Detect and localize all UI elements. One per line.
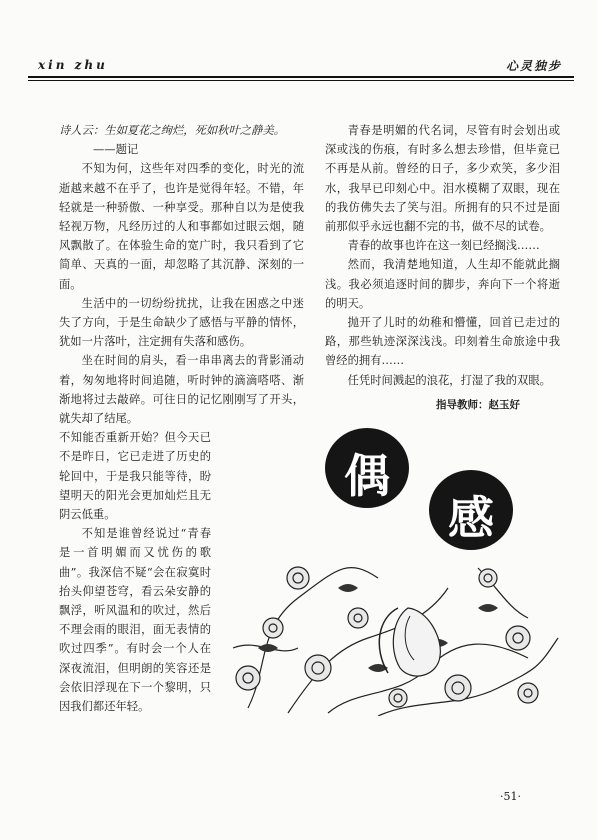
rose-illustration	[228, 548, 560, 716]
paragraph: 生活中的一切纷纷扰扰，让我在困惑之中迷失了方向，于是生命缺少了感悟与平静的情怀，犹如一片落叶，注定拥有失落和感伤。	[59, 296, 304, 349]
title-badge	[429, 470, 513, 550]
title-char: 偶	[344, 449, 390, 503]
header-rule-thin	[28, 80, 574, 81]
paragraph: 坐在时间的肩头，看一串串离去的背影涌动着，匆匆地将时间追随，听时钟的滴滴嗒嗒、渐渐地将过去敲碎。可往日的记忆刚刚写了开头，就失却了结尾。	[59, 354, 304, 426]
paragraph: 然而，我清楚地知道，人生却不能就此搁浅。我必须追逐时间的脚步，奔向下一个将逝的明天。	[325, 258, 560, 310]
paragraph-narrow: 不知是谁曾经说过“青春是一首明媚而又忧伤的歌曲”。我深信不疑“会在寂寞时抬头仰望苍穹，看云朵安静的飘浮，听风温和的吹过，然后不理会雨的眼泪，面无表情的吹过四季”。有时会一个人在深夜流泪，但明朗的笑容还是会依旧浮现在下一个黎明，只因我们都还年轻。	[59, 527, 211, 714]
header-column-name: 心灵独步	[505, 59, 562, 73]
header-left-text: xin zhu	[38, 58, 108, 72]
paragraph-narrow: 不知能否重新开始？但今天已不是昨日，它已走进了历史的轮回中，于是我只能等待，盼望明天的阳光会更加灿烂且无阴云低重。	[59, 431, 211, 522]
paragraph: 抛开了儿时的幼稚和懵懂，回首已走过的路，那些轨迹深深浅浅。印刻着生命旅途中我曾经的拥有……	[325, 316, 560, 368]
paragraph: 青春的故事也许在这一刻已经搁浅……	[347, 239, 540, 253]
teacher-credit: 指导教师：赵玉好	[436, 399, 520, 411]
right-column	[325, 121, 560, 390]
epigraph-source: ——题记	[93, 143, 139, 157]
paragraph: 不知为何，这些年对四季的变化，时光的流逝越来越不在乎了，也许是觉得年轻。不错，年轻就是一种骄傲、一种享受。那种自以为是使我轻视万物，凡经历过的人和事都如过眼云烟，随风飘散了。在体验生命的宽广时，我只看到了它简单、天真的一面，却忽略了其沉静、深刻的一面。	[59, 162, 304, 291]
title-badge	[325, 428, 409, 508]
title-char: 感	[448, 491, 494, 545]
paragraph: 青春是明媚的代名词，尽管有时会划出或深或浅的伤痕，有时多么想去珍惜，但毕竟已不再是从前。曾经的日子，多少欢笑，多少泪水，我早已印刻心中。泪水模糊了双眼，现在的我仿佛失去了笑与泪。所拥有的只不过是面前那似乎永远也翻不完的书，做不尽的试卷。	[325, 124, 560, 234]
epigraph: 诗人云：生如夏花之绚烂，死如秋叶之静美。	[59, 124, 285, 137]
page-number: ·51·	[500, 790, 521, 803]
page-header	[28, 52, 574, 76]
paragraph: 任凭时间溅起的浪花，打湿了我的双眼。	[347, 373, 551, 387]
header-rule	[28, 76, 574, 78]
